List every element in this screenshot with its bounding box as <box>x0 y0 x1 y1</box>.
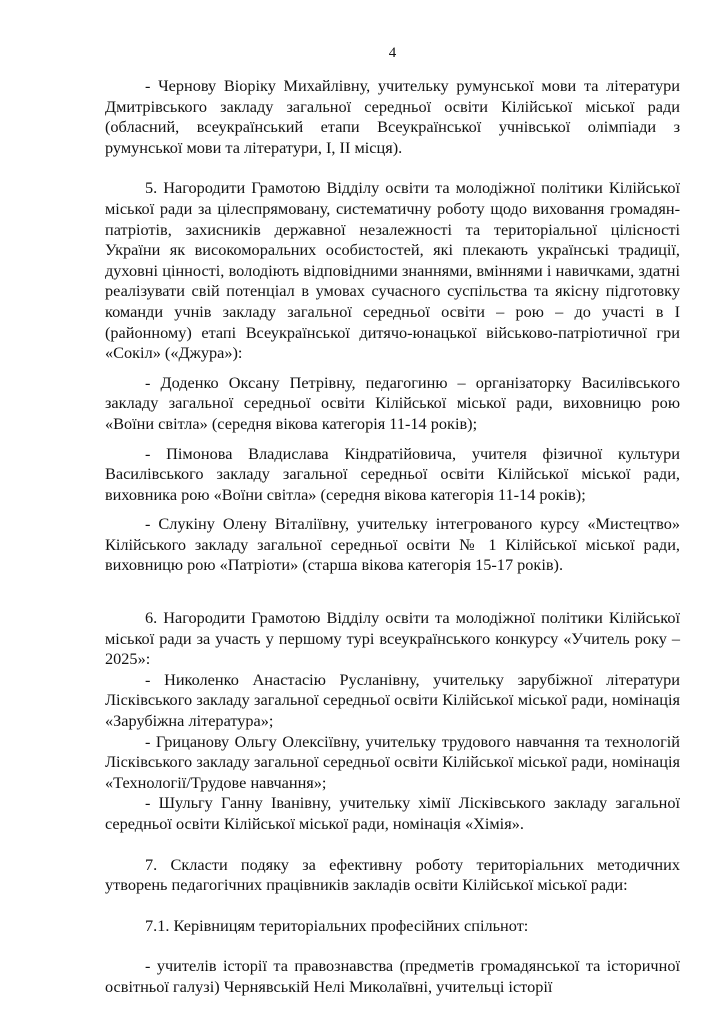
paragraph-cherniavska: - учителів історії та правознавства (предметів громадянської та історичної освітньої галузі) Чернявській Нелі Миколаївні, учительці історії <box>105 956 680 996</box>
paragraph-shulha: - Шульгу Ганну Іванівну, учительку хімії Лісківського закладу загальної середньої освіти Кілійської міської ради, номінація «Хімія». <box>105 793 680 833</box>
paragraph-nykolenko: - Николенко Анастасію Русланівну, учительку зарубіжної літератури Лісківського закладу загальної середньої освіти Кілійської міської ради, номінація «Зарубіжна література»; <box>105 669 680 731</box>
paragraph-item-7-1: 7.1. Керівницям територіальних професійних спільнот: <box>145 915 529 935</box>
paragraph-pimonov: - Пімонова Владислава Кіндратійовича, учителя фізичної культури Василівського закладу загальної середньої освіти Кілійської міської ради, виховника рою «Воїни світла» (середня вікова категорія 11-14 років); <box>105 443 680 504</box>
paragraph-hrytsanova: - Грицанову Ольгу Олексіївну, учительку трудового навчання та технологій Лісківського закладу загальної середньої освіти Кілійської міської ради, номінація «Технології/Трудове навчання»; <box>105 731 680 792</box>
paragraph-dodenko: - Доденко Оксану Петрівну, педагогиню – організаторку Василівського закладу загальної середньої освіти Кілійської міської ради, виховницю рою «Воїни світла» (середня вікова категорія 11-14 років); <box>105 372 680 433</box>
page-number: 4 <box>388 45 397 61</box>
paragraph-chernova: - Чернову Віоріку Михайлівну, учительку румунської мови та літератури Дмитрівського закладу загальної середньої освіти Кілійської міської ради (обласний, всеукраїнський етапи Всеукраїнської учнівської олімпіади з румунської мови та літератури, І, ІІ місця). <box>105 76 680 157</box>
paragraph-slukina: - Слукіну Олену Віталіївну, учительку інтегрованого курсу «Мистецтво» Кілійського закладу загальної середньої освіти № 1 Кілійської міської ради, виховницю рою «Патріоти» (старша вікова категорія 15-17 років). <box>105 514 680 575</box>
paragraph-item-5: 5. Нагородити Грамотою Відділу освіти та молодіжної політики Кілійської міської ради за цілеспрямовану, систематичну роботу щодо виховання громадян-патріотів, захисників державної незалежності та територіальної цілісності України як високоморальних особистостей, які плекають українські традиції, духовні цінності, володіють відповідними знаннями, вміннями і навичками, здатні реалізувати свій потенціал в умовах сучасного суспільства та якісну підготовку команди учнів закладу загальної середньої освіти – рою – до участі в І (районному) етапі Всеукраїнської дитячо-юнацької військово-патріотичної гри «Сокіл» («Джура»): <box>105 178 680 363</box>
paragraph-item-6: 6. Нагородити Грамотою Відділу освіти та молодіжної політики Кілійської міської ради за участь у першому турі всеукраїнського конкурсу «Учитель року – 2025»: <box>105 608 680 669</box>
paragraph-item-7: 7. Скласти подяку за ефективну роботу територіальних методичних утворень педагогічних працівників закладів освіти Кілійської міської ради: <box>105 854 680 895</box>
